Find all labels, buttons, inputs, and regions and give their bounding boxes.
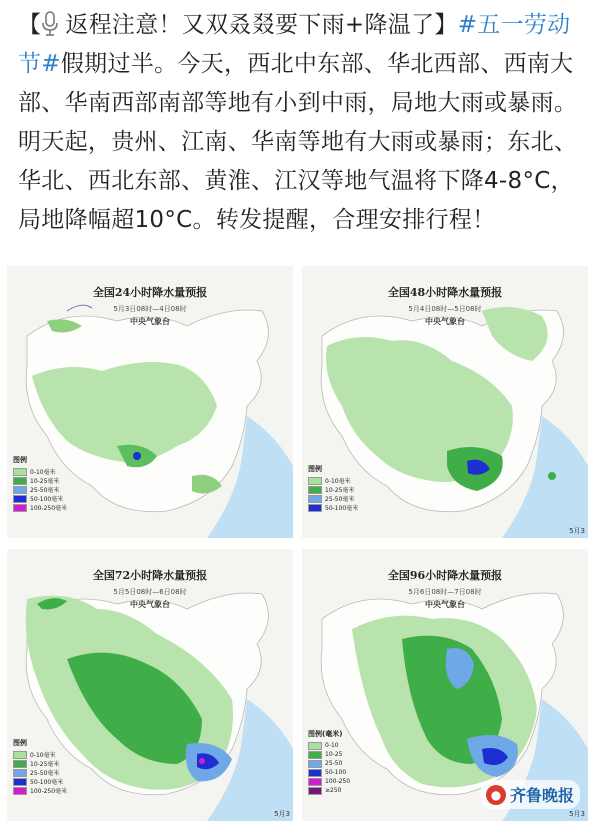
microphone-icon	[41, 11, 59, 37]
legend-label: 10-25毫米	[30, 761, 60, 768]
hashtag-link[interactable]: #五一劳动节#	[18, 12, 571, 77]
legend-swatch	[13, 504, 27, 512]
map-corner-label: 5月3	[569, 527, 585, 535]
map-date: 5月5日08时—6日08时	[113, 588, 187, 596]
legend-label: 25-50毫米	[325, 496, 355, 503]
legend-swatch	[13, 477, 27, 485]
legend-label: 100-250毫米	[30, 505, 68, 512]
legend-row	[13, 786, 77, 795]
legend-row	[13, 494, 77, 503]
forecast-map-24h[interactable]	[7, 266, 293, 538]
legend-swatch	[308, 486, 322, 494]
legend-label: 0-10	[325, 742, 339, 749]
map-corner-label: 5月3	[274, 810, 290, 818]
legend-swatch	[13, 486, 27, 494]
legend-row	[13, 485, 77, 494]
map-legend	[308, 464, 372, 512]
map-legend	[308, 729, 372, 795]
legend-row	[13, 503, 77, 512]
legend-swatch	[13, 769, 27, 777]
legend-row	[308, 476, 372, 485]
map-org: 中央气象台	[425, 600, 465, 609]
legend-row	[308, 759, 372, 768]
legend-label: 50-100	[325, 769, 347, 776]
legend-row	[308, 494, 372, 503]
legend-label: 0-10毫米	[30, 469, 56, 476]
bracket-open: 【	[18, 12, 42, 38]
map-title: 全国72小时降水量预报	[92, 569, 208, 582]
legend-label: 100-250	[325, 778, 351, 785]
legend-swatch	[13, 751, 27, 759]
legend-swatch	[308, 751, 322, 759]
legend-title: 图例	[13, 456, 27, 464]
map-org: 中央气象台	[130, 600, 170, 609]
legend-swatch	[308, 760, 322, 768]
wechat-icon: ●	[486, 785, 506, 805]
forecast-map-96h[interactable]	[302, 549, 588, 821]
legend-label: 25-50毫米	[30, 770, 60, 777]
map-title: 全国96小时降水量预报	[387, 569, 503, 582]
post-headline: 返程注意！又双叒叕要下雨+降温了】	[65, 12, 458, 38]
legend-swatch	[13, 778, 27, 786]
legend-label: 10-25毫米	[325, 487, 355, 494]
legend-swatch	[308, 504, 322, 512]
legend-row	[308, 503, 372, 512]
legend-row	[13, 476, 77, 485]
legend-title: 图例	[308, 465, 322, 473]
legend-label: 50-100毫米	[30, 779, 64, 786]
map-org: 中央气象台	[130, 317, 170, 326]
legend-label: 10-25毫米	[30, 478, 60, 485]
legend-row	[308, 750, 372, 759]
legend-label: 25-50	[325, 760, 343, 767]
legend-title: 图例	[13, 739, 27, 747]
legend-row	[308, 786, 372, 795]
legend-swatch	[308, 769, 322, 777]
map-legend	[13, 738, 77, 795]
legend-label: 25-50毫米	[30, 487, 60, 494]
legend-swatch	[308, 742, 322, 750]
legend-row	[13, 759, 77, 768]
map-title: 全国48小时降水量预报	[387, 286, 503, 299]
legend-row	[13, 467, 77, 476]
publisher-watermark	[480, 780, 580, 809]
legend-swatch	[13, 495, 27, 503]
legend-title: 图例(毫米)	[308, 730, 343, 738]
legend-swatch	[308, 778, 322, 786]
legend-row	[13, 750, 77, 759]
legend-swatch	[308, 495, 322, 503]
legend-swatch	[13, 787, 27, 795]
forecast-map-48h[interactable]	[302, 266, 588, 538]
legend-row	[13, 777, 77, 786]
legend-label: ≥250	[325, 787, 342, 794]
legend-swatch	[13, 468, 27, 476]
map-date: 5月4日08时—5日08时	[408, 305, 482, 313]
legend-row	[308, 777, 372, 786]
legend-label: 10-25	[325, 751, 343, 758]
post-body: 假期过半。今天，西北中东部、华北西部、西南大部、华南西部南部等地有小到中雨，局地大雨或暴雨。明天起，贵州、江南、华南等地有大雨或暴雨；东北、华北、西北东部、黄淮、江汉等地气温将下降4-8°C，局地降幅超10°C。转发提醒，合理安排行程！	[18, 51, 578, 233]
legend-label: 0-10毫米	[325, 478, 351, 485]
legend-label: 50-100毫米	[325, 505, 359, 512]
legend-row	[13, 768, 77, 777]
map-date: 5月6日08时—7日08时	[408, 588, 482, 596]
legend-label: 100-250毫米	[30, 788, 68, 795]
watermark-text: 齐鲁晚报	[509, 786, 574, 805]
map-date: 5月3日08时—4日08时	[113, 305, 187, 313]
legend-swatch	[13, 760, 27, 768]
forecast-map-72h[interactable]	[7, 549, 293, 821]
legend-row	[308, 741, 372, 750]
map-org: 中央气象台	[425, 317, 465, 326]
legend-row	[308, 768, 372, 777]
legend-label: 50-100毫米	[30, 496, 64, 503]
map-legend	[13, 455, 77, 512]
map-title: 全国24小时降水量预报	[92, 286, 208, 299]
forecast-map-grid	[0, 266, 600, 825]
legend-row	[308, 485, 372, 494]
legend-swatch	[308, 787, 322, 795]
post-text	[18, 6, 588, 240]
legend-swatch	[308, 477, 322, 485]
legend-label: 0-10毫米	[30, 752, 56, 759]
map-corner-label: 5月3	[569, 810, 585, 818]
